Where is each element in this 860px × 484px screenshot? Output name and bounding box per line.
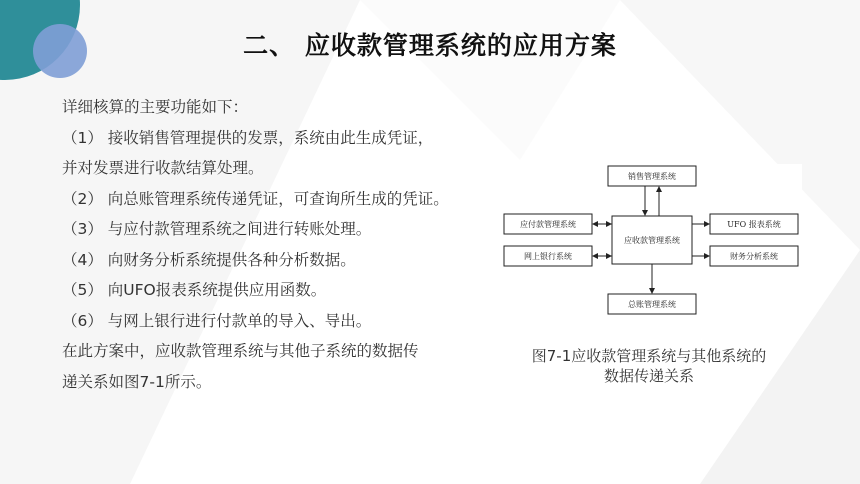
node-ledger-label: 总账管理系统 bbox=[628, 300, 676, 309]
diagram-svg bbox=[500, 164, 802, 322]
body-line: （5） 向UFO报表系统提供应用函数。 bbox=[62, 281, 327, 299]
node-payable-label: 应付款管理系统 bbox=[520, 220, 576, 229]
body-line: 在此方案中，应收款管理系统与其他子系统的数据传 bbox=[62, 342, 419, 360]
body-line: 并对发票进行收款结算处理。 bbox=[62, 159, 264, 177]
body-line: （1） 接收销售管理提供的发票，系统由此生成凭证， bbox=[62, 128, 434, 147]
body-line: （3） 与应付款管理系统之间进行转账处理。 bbox=[62, 220, 372, 238]
caption-line: 数据传递关系 bbox=[603, 367, 694, 385]
body-line: 详细核算的主要功能如下： bbox=[62, 98, 249, 116]
body-line: （2） 向总账管理系统传递凭证，可查询所生成的凭证。 bbox=[62, 189, 449, 208]
body-line: （6） 与网上银行进行付款单的导入、导出。 bbox=[62, 311, 372, 330]
node-bank-label: 网上银行系统 bbox=[524, 252, 572, 261]
data-flow-diagram bbox=[500, 164, 802, 322]
figure-caption bbox=[498, 346, 800, 386]
node-finance-label: 财务分析系统 bbox=[730, 252, 778, 261]
page-title: 二、 应收款管理系统的应用方案 bbox=[243, 31, 617, 60]
body-line: （4） 向财务分析系统提供各种分析数据。 bbox=[62, 250, 356, 269]
body-line: 递关系如图7-1所示。 bbox=[62, 372, 212, 391]
node-center-label: 应收款管理系统 bbox=[624, 236, 680, 245]
body-text bbox=[62, 92, 512, 397]
caption-line: 图7-1应收款管理系统与其他系统的 bbox=[531, 347, 767, 365]
node-ufo-label: UFO 报表系统 bbox=[727, 220, 781, 229]
node-sales-label: 销售管理系统 bbox=[628, 172, 676, 181]
